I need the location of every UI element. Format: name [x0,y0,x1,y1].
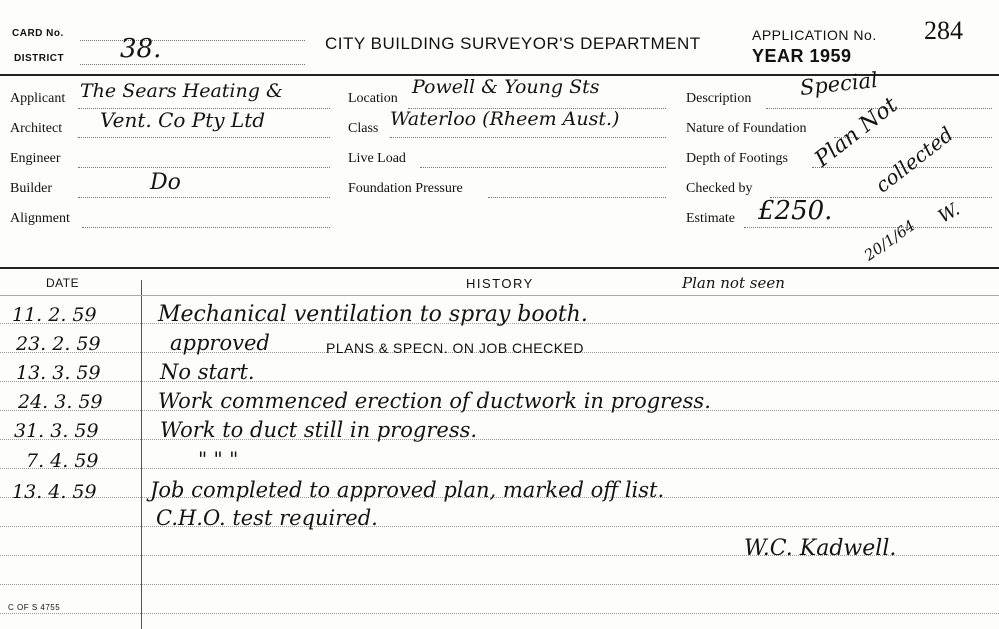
architect-line [78,137,330,138]
entry-7-text: Job completed to approved plan, marked off list. [150,478,665,502]
live-load-line [420,167,666,168]
history-header: HISTORY [466,276,534,291]
entry-3-text: No start. [160,360,255,384]
entry-6-date: 7. 4. 59 [26,450,99,472]
applicant-label: Applicant [10,91,66,106]
entry-7-date: 13. 4. 59 [12,481,97,503]
depth-of-footings-label: Depth of Footings [686,151,788,166]
date-column-divider [141,280,142,629]
description-value: Special [798,67,879,100]
entry-2-stamp: PLANS & SPECN. ON JOB CHECKED [326,340,585,356]
entry-2-date: 23. 2. 59 [16,333,101,355]
application-label: APPLICATION No. [752,27,877,43]
alignment-line [82,227,330,228]
ruled-line [0,584,999,585]
date-header: DATE [46,276,80,290]
form-code: C OF S 4755 [8,603,61,612]
entry-4-date: 24. 3. 59 [18,391,103,413]
entry-5-date: 31. 3. 59 [14,420,99,442]
foundation-pressure-label: Foundation Pressure [348,181,463,196]
architect-value: Vent. Co Pty Ltd [100,108,266,132]
engineer-label: Engineer [10,151,61,166]
ruled-line [0,613,999,614]
entry-1-date: 11. 2. 59 [12,304,97,326]
district-label: DISTRICT [14,53,65,64]
engineer-line [78,167,330,168]
live-load-label: Live Load [348,151,406,166]
year-label: YEAR 1959 [752,46,852,66]
entry-4-text: Work commenced erection of ductwork in progress. [158,389,711,413]
ruled-line [0,526,999,527]
estimate-line [744,227,992,228]
description-label: Description [686,91,752,106]
builder-label: Builder [10,181,52,196]
class-value: Waterloo (Rheem Aust.) [390,108,620,130]
applicant-value: The Sears Heating & [80,80,283,102]
builder-line [78,197,330,198]
foundation-pressure-line [488,197,666,198]
alignment-label: Alignment [10,211,70,226]
annotation-initials: W. [934,198,964,228]
entry-1-text: Mechanical ventilation to spray booth. [158,302,588,327]
ruled-line [0,468,999,469]
checked-by-label: Checked by [686,181,753,196]
estimate-label: Estimate [686,211,735,226]
district-line [80,64,305,65]
entry-5-text: Work to duct still in progress. [160,418,478,442]
history-header-rule [0,295,999,296]
plan-not-seen-note: Plan not seen [682,274,785,292]
district-value: 38. [120,34,162,64]
architect-label: Architect [10,121,63,136]
plan-not-collected-line-1: Plan Not [810,92,903,173]
location-value: Powell & Young Sts [412,76,600,98]
estimate-value: £250. [758,196,833,226]
entry-2-text: approved [170,331,270,355]
class-line [390,137,666,138]
entry-6-text: " " " [198,447,239,471]
annotation-date: 20/1/64 [860,216,919,265]
card-no-label: CARD No. [12,28,64,39]
class-label: Class [348,121,379,136]
card-no-line [80,40,305,41]
department-title: CITY BUILDING SURVEYOR'S DEPARTMENT [325,34,701,53]
ruled-line [0,381,999,382]
history-divider [0,267,999,269]
entry-8-text: C.H.O. test required. [156,506,378,530]
plan-not-collected-line-2: collected [870,122,958,198]
entry-3-date: 13. 3. 59 [16,362,101,384]
builder-value: Do [150,170,181,195]
nature-of-foundation-label: Nature of Foundation [686,121,807,136]
location-label: Location [348,91,398,106]
ruled-line [0,439,999,440]
surveyor-signature: W.C. Kadwell. [744,536,897,561]
application-number: 284 [924,16,963,45]
